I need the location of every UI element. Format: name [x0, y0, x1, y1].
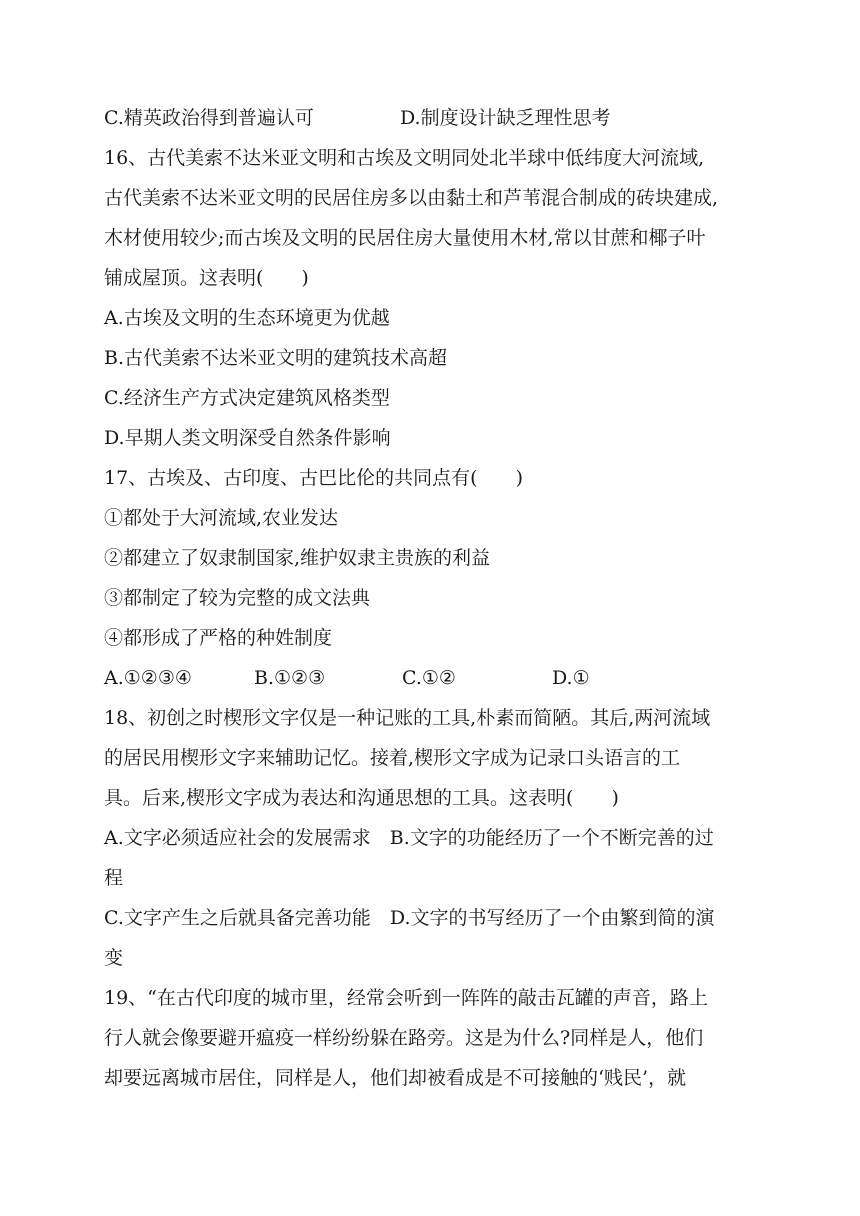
q16-stem-line-2: 古代美索不达米亚文明的民居住房多以由黏土和芦苇混合制成的砖块建成, — [104, 187, 719, 209]
q17-stem: 17、古埃及、古印度、古巴比伦的共同点有( ) — [104, 467, 524, 489]
q18-options-line-4: 变 — [104, 947, 124, 969]
q18-options-line-1: A.文字必须适应社会的发展需求 B.文字的功能经历了一个不断完善的过 — [104, 827, 714, 849]
q16-stem-line-3: 木材使用较少;而古埃及文明的民居住房大量使用木材,常以甘蔗和椰子叶 — [104, 227, 706, 249]
q18-stem-line-3: 具。后来,楔形文字成为表达和沟通思想的工具。这表明( ) — [104, 787, 619, 809]
q18-stem-line-1: 18、初创之时楔形文字仅是一种记账的工具,朴素而简陋。其后,两河流域 — [104, 707, 711, 729]
q17-option-a: A.①②③④ — [104, 667, 192, 689]
q17-option-d: D.① — [552, 667, 590, 689]
q17-item-3: ③都制定了较为完整的成文法典 — [104, 587, 371, 609]
q19-stem-line-2: 行人就会像要避开瘟疫一样纷纷躲在路旁。这是为什么?同样是人，他们 — [104, 1027, 704, 1049]
q15-option-c: C.精英政治得到普遍认可 — [104, 107, 314, 129]
q16-stem-line-1: 16、古代美索不达米亚文明和古埃及文明同处北半球中低纬度大河流域, — [104, 147, 705, 169]
q18-options-line-3: C.文字产生之后就具备完善功能 D.文字的书写经历了一个由繁到简的演 — [104, 907, 715, 929]
q17-option-c: C.①② — [402, 667, 456, 689]
q16-option-d: D.早期人类文明深受自然条件影响 — [104, 427, 391, 449]
q19-stem-line-1: 19、“在古代印度的城市里，经常会听到一阵阵的敲击瓦罐的声音，路上 — [104, 987, 708, 1009]
q18-options-line-2: 程 — [104, 867, 124, 889]
q16-option-c: C.经济生产方式决定建筑风格类型 — [104, 387, 390, 409]
q17-item-4: ④都形成了严格的种姓制度 — [104, 627, 333, 649]
q16-option-b: B.古代美索不达米亚文明的建筑技术高超 — [104, 347, 448, 369]
q16-stem-line-4: 铺成屋顶。这表明( ) — [104, 267, 309, 289]
q15-option-d: D.制度设计缺乏理性思考 — [400, 107, 611, 129]
q18-stem-line-2: 的居民用楔形文字来辅助记忆。接着,楔形文字成为记录口头语言的工 — [104, 747, 681, 769]
q17-item-1: ①都处于大河流域,农业发达 — [104, 507, 339, 529]
q19-stem-line-3: 却要远离城市居住，同样是人，他们却被看成是不可接触的‘贱民’，就 — [104, 1067, 687, 1089]
q17-option-b: B.①②③ — [254, 667, 326, 689]
q16-option-a: A.古埃及文明的生态环境更为优越 — [104, 307, 390, 329]
q17-item-2: ②都建立了奴隶制国家,维护奴隶主贵族的利益 — [104, 547, 491, 569]
